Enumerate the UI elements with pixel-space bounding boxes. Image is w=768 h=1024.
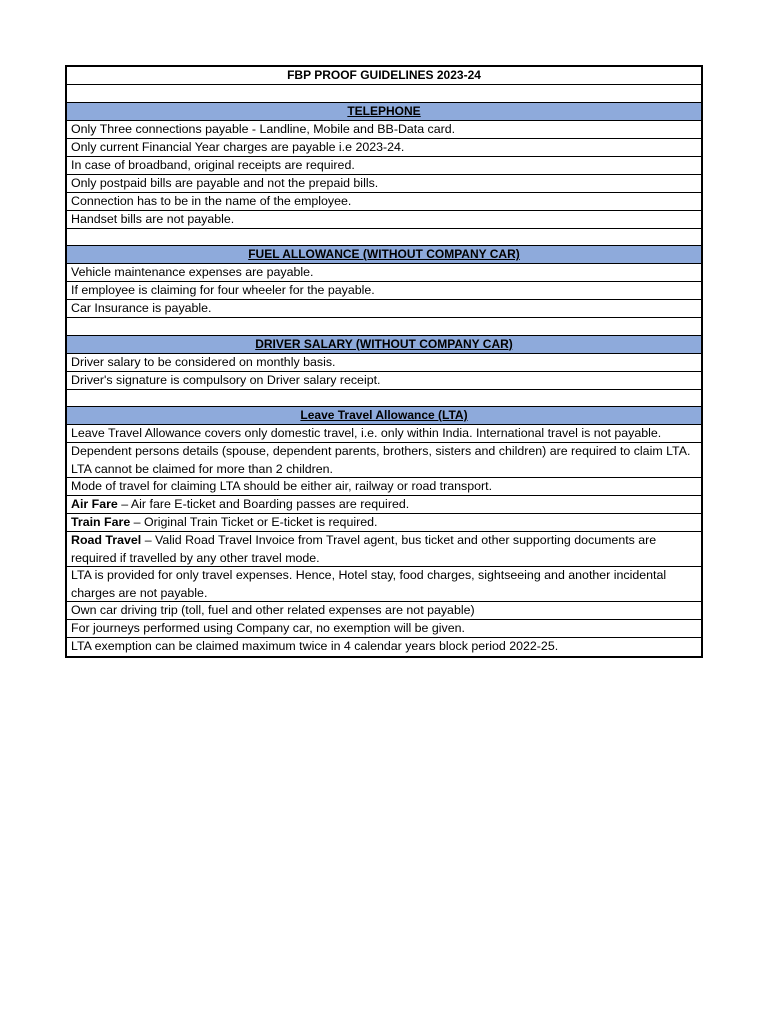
- section-heading-lta: Leave Travel Allowance (LTA): [67, 407, 701, 425]
- telephone-item: In case of broadband, original receipts are required.: [67, 157, 701, 175]
- lta-item-mode: Mode of travel for claiming LTA should be either air, railway or road transport.: [67, 478, 701, 496]
- fuel-item: If employee is claiming for four wheeler for the payable.: [67, 282, 701, 300]
- lta-item-own-car: Own car driving trip (toll, fuel and other related expenses are not payable): [67, 602, 701, 620]
- lta-item-expenses: LTA is provided for only travel expenses. Hence, Hotel stay, food charges, sightseeing and another incidental charges are not payable.: [67, 567, 701, 602]
- lta-item-block-period: LTA exemption can be claimed maximum twice in 4 calendar years block period 2022-25.: [71, 639, 559, 653]
- blank-row: [67, 85, 701, 103]
- fuel-item: Vehicle maintenance expenses are payable.: [67, 264, 701, 282]
- air-fare-label: Air Fare: [71, 497, 118, 511]
- telephone-item: Only Three connections payable - Landline, Mobile and BB-Data card.: [67, 121, 701, 139]
- section-heading-telephone: TELEPHONE: [67, 103, 701, 121]
- air-fare-text: – Air fare E-ticket and Boarding passes are required.: [117, 497, 410, 511]
- fuel-item: Car Insurance is payable.: [67, 300, 701, 318]
- lta-item-train-fare: [67, 514, 701, 532]
- road-travel-label: Road Travel: [71, 533, 142, 547]
- train-fare-text: – Original Train Ticket or E-ticket is required.: [130, 515, 378, 529]
- telephone-item: Only current Financial Year charges are payable i.e 2023-24.: [67, 139, 701, 157]
- telephone-item: Connection has to be in the name of the employee.: [67, 193, 701, 211]
- section-heading-fuel: FUEL ALLOWANCE (WITHOUT COMPANY CAR): [67, 246, 701, 264]
- telephone-item: Only postpaid bills are payable and not the prepaid bills.: [67, 175, 701, 193]
- guidelines-table: [65, 65, 703, 658]
- lta-item-road-travel: [67, 532, 701, 567]
- page-title: FBP PROOF GUIDELINES 2023-24: [67, 67, 701, 85]
- blank-row: [67, 390, 701, 408]
- driver-item: Driver's signature is compulsory on Driver salary receipt.: [67, 372, 701, 390]
- section-heading-driver: DRIVER SALARY (WITHOUT COMPANY CAR): [67, 336, 701, 354]
- lta-item-domestic: Leave Travel Allowance covers only domestic travel, i.e. only within India. International travel is not payable.: [67, 425, 701, 443]
- train-fare-label: Train Fare: [71, 515, 131, 529]
- driver-item: Driver salary to be considered on monthly basis.: [67, 354, 701, 372]
- lta-item-air-fare: [67, 496, 701, 514]
- road-travel-text: – Valid Road Travel Invoice from Travel agent, bus ticket and other supporting documents are required if travelled by any other travel mode.: [71, 533, 657, 565]
- blank-row: [67, 229, 701, 247]
- lta-item-company-car: For journeys performed using Company car, no exemption will be given.: [67, 620, 701, 638]
- lta-item-dependents: Dependent persons details (spouse, dependent parents, brothers, sisters and children) are required to claim LTA. LTA cannot be claimed for more than 2 children.: [67, 443, 701, 478]
- blank-row: [67, 318, 701, 336]
- telephone-item: Handset bills are not payable.: [67, 211, 701, 229]
